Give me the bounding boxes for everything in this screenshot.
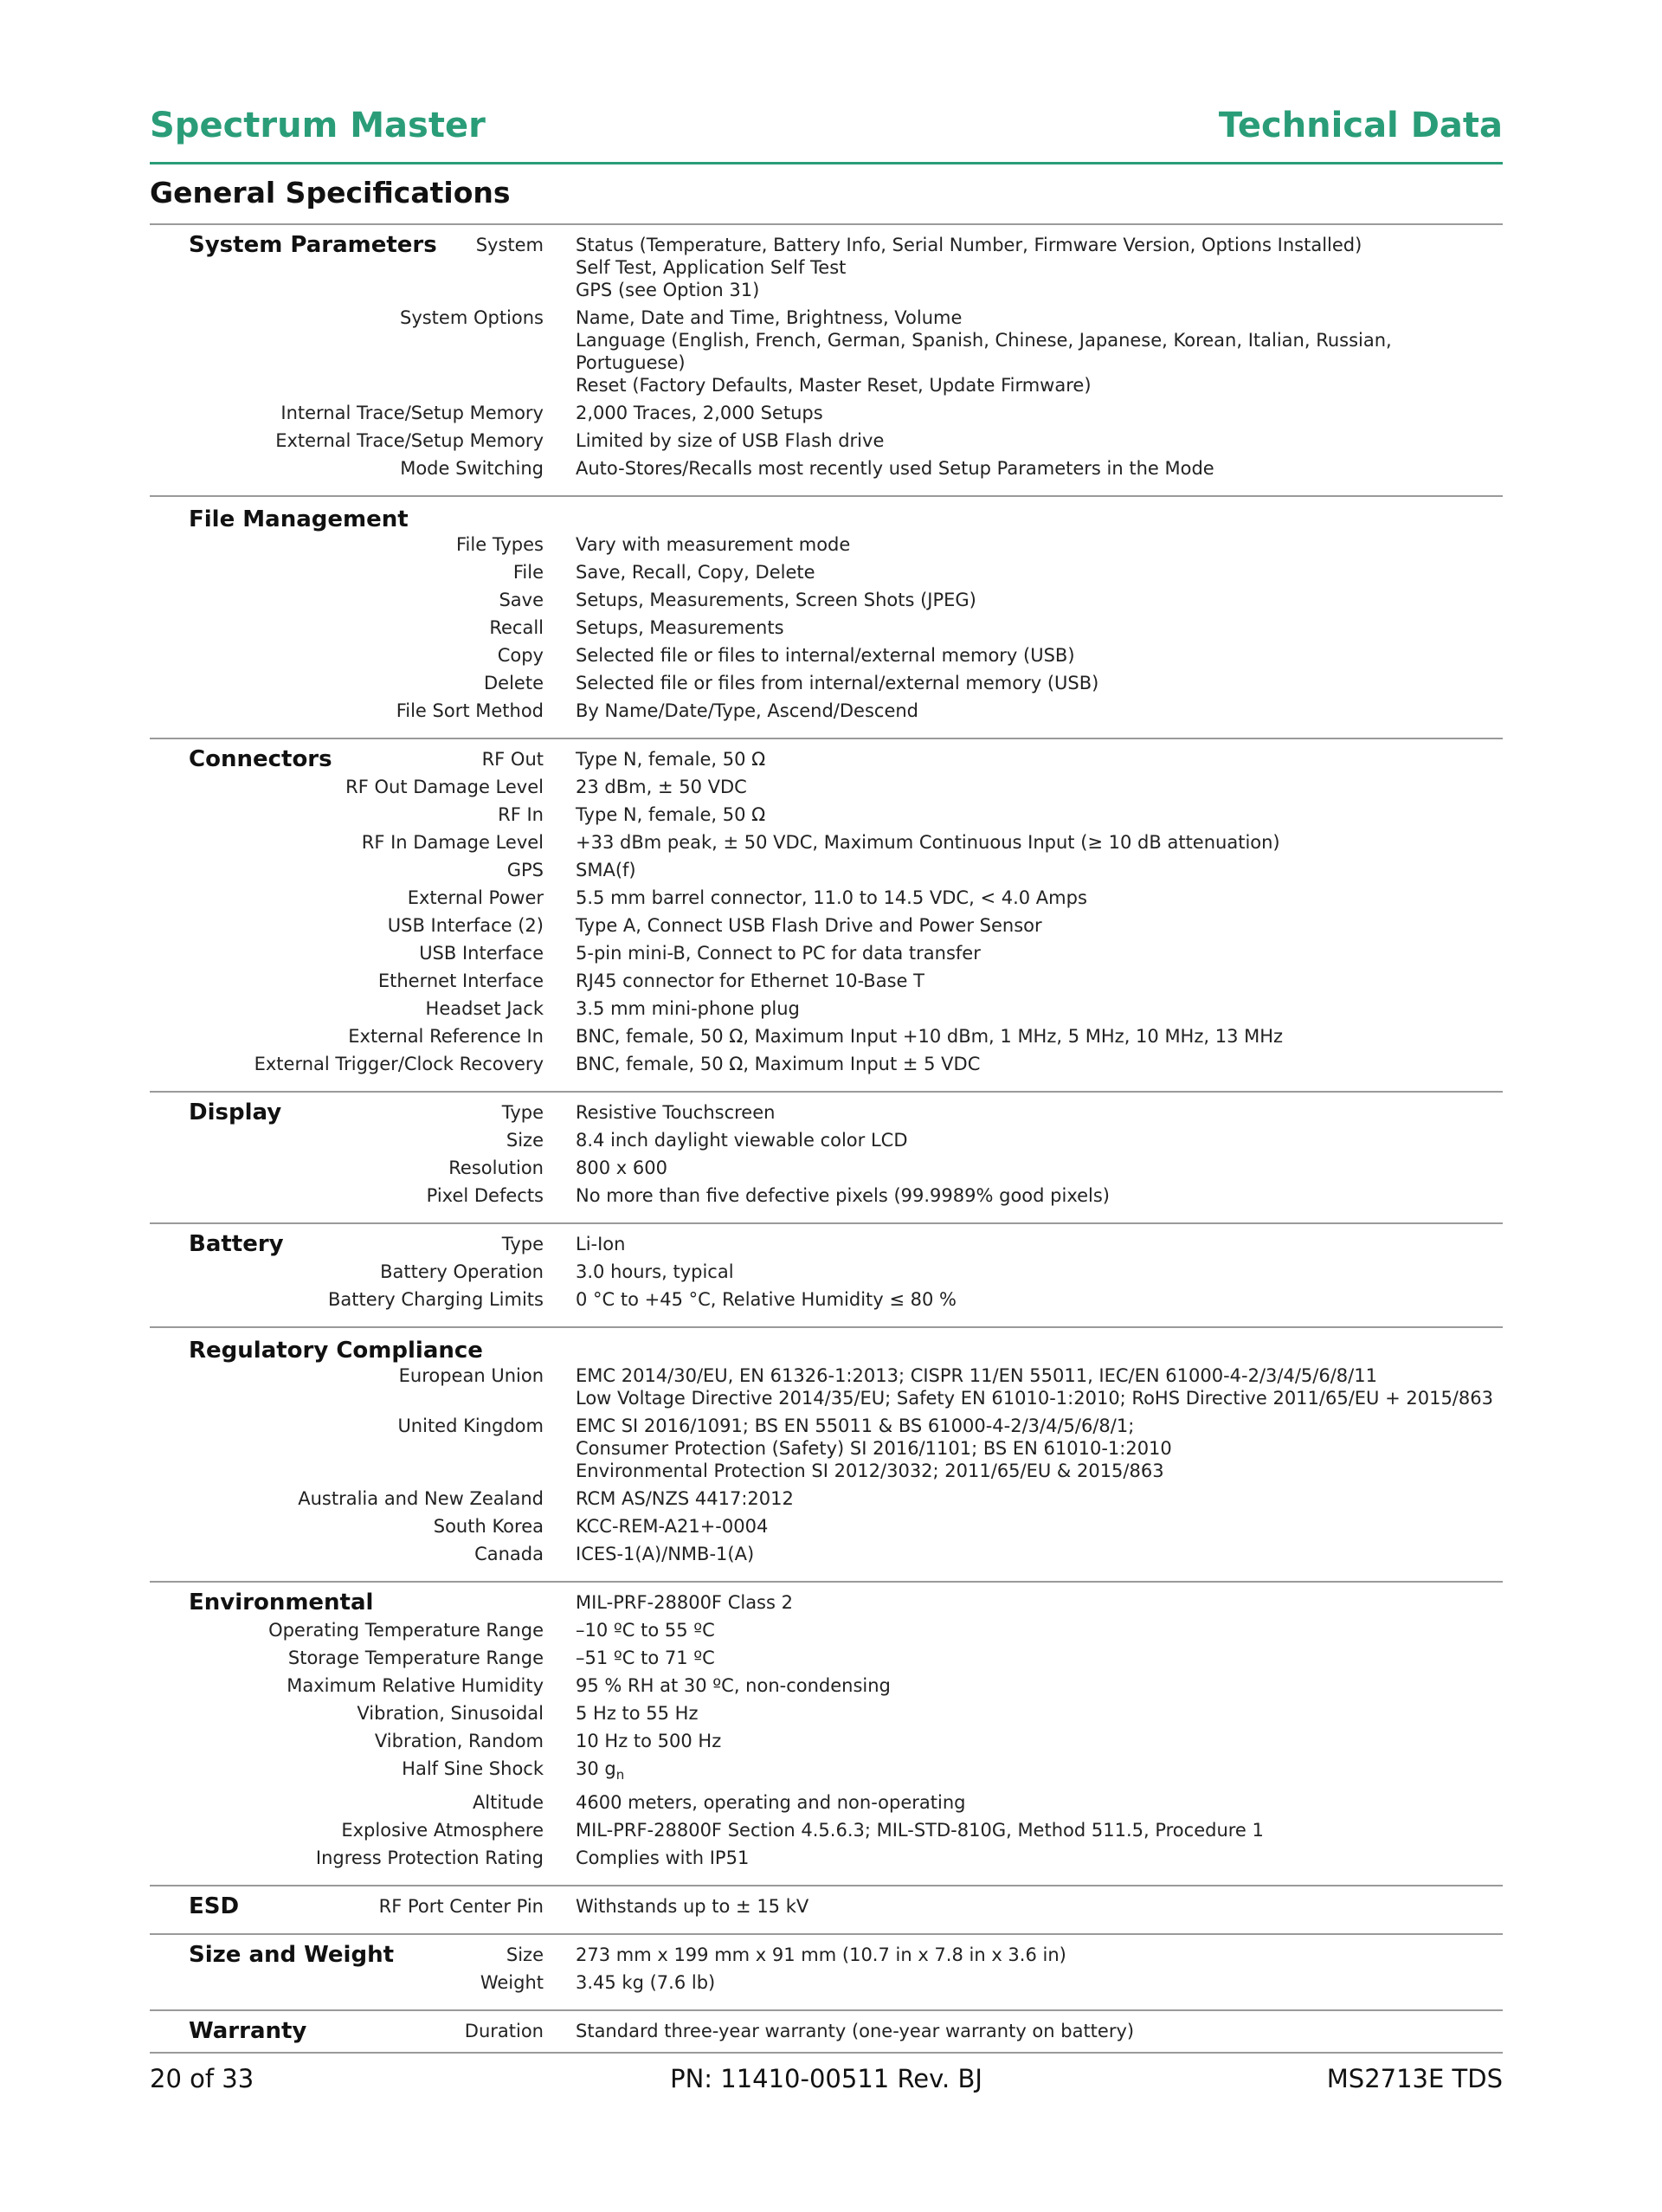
- spec-value-text: 3.5 mm mini-phone plug: [576, 998, 800, 1019]
- spec-value-line: [576, 1515, 1502, 1538]
- spec-row: [150, 1791, 1503, 1814]
- spec-value-text: MIL-PRF-28800F Class 2: [576, 1592, 793, 1613]
- document-page: [150, 0, 1503, 2212]
- spec-value: [576, 2020, 1502, 2042]
- footer-part-number: PN: 11410-00511 Rev. BJ: [670, 2064, 982, 2093]
- spec-label: United Kingdom: [397, 1416, 544, 1436]
- spec-value-line: [576, 1460, 1502, 1482]
- spec-value-text: By Name/Date/Type, Ascend/Descend: [576, 700, 919, 721]
- spec-value: [576, 589, 1502, 611]
- spec-value: [576, 1515, 1502, 1538]
- spec-value-line: [576, 1971, 1502, 1994]
- spec-value-text: Resistive Touchscreen: [576, 1102, 776, 1123]
- spec-value-line: [576, 374, 1502, 397]
- spec-value-line: [576, 1647, 1502, 1669]
- spec-value: [576, 1261, 1502, 1283]
- spec-row: [150, 306, 1503, 397]
- spec-row: [150, 1157, 1503, 1179]
- spec-value-text: 8.4 inch daylight viewable color LCD: [576, 1130, 908, 1151]
- spec-row: [150, 748, 1503, 771]
- spec-value-line: [576, 402, 1502, 424]
- spec-row: [150, 1543, 1503, 1565]
- spec-row: [150, 997, 1503, 1020]
- spec-value: [576, 1819, 1502, 1841]
- spec-row: [150, 1702, 1503, 1725]
- spec-value: [576, 1025, 1502, 1048]
- spec-value-line: [576, 1702, 1502, 1725]
- spec-value-text: +33 dBm peak, ± 50 VDC, Maximum Continuous Input (≥ 10 dB attenuation): [576, 832, 1280, 853]
- spec-value-line: [576, 1437, 1502, 1460]
- spec-value-text: Limited by size of USB Flash drive: [576, 430, 885, 451]
- spec-value-text: Reset (Factory Defaults, Master Reset, Update Firmware): [576, 375, 1092, 396]
- spec-value-line: [576, 887, 1502, 909]
- spec-label: RF Port Center Pin: [378, 1896, 544, 1918]
- section-title: File Management: [189, 506, 409, 532]
- spec-row: [150, 1847, 1503, 1869]
- section-title: Connectors: [189, 746, 332, 772]
- spec-value-text: Vary with measurement mode: [576, 534, 851, 555]
- spec-value: [576, 1895, 1502, 1918]
- spec-value: [576, 457, 1502, 480]
- spec-label: RF In Damage Level: [361, 832, 544, 853]
- spec-value: [576, 1053, 1502, 1075]
- spec-value-line: [576, 1847, 1502, 1869]
- section-title: System Parameters: [189, 232, 437, 258]
- spec-value-line: [576, 1184, 1502, 1207]
- spec-value: [576, 234, 1502, 301]
- section-title: Warranty: [189, 2018, 307, 2045]
- spec-value-text: KCC-REM-A21+-0004: [576, 1516, 769, 1537]
- spec-row: [150, 1895, 1503, 1918]
- spec-value: [576, 831, 1502, 854]
- spec-value: [576, 672, 1502, 694]
- spec-value-line: [576, 234, 1502, 256]
- spec-value: [576, 748, 1502, 771]
- spec-value-line: [576, 776, 1502, 798]
- spec-row: [150, 859, 1503, 881]
- spec-value-line: [576, 831, 1502, 854]
- spec-value: [576, 700, 1502, 722]
- spec-value-text: RCM AS/NZS 4417:2012: [576, 1488, 794, 1509]
- spec-row: [150, 1025, 1503, 1048]
- spec-value-text: Language (English, French, German, Spanish, Chinese, Japanese, Korean, Italian, Russian, Portuguese): [576, 330, 1392, 373]
- spec-value-text: 2,000 Traces, 2,000 Setups: [576, 403, 823, 423]
- spec-value-line: [576, 942, 1502, 964]
- spec-value-line: [576, 700, 1502, 722]
- spec-label: Delete: [484, 673, 544, 693]
- spec-value-line: [576, 457, 1502, 480]
- spec-value: [576, 1184, 1502, 1207]
- spec-label: Type: [501, 1234, 544, 1254]
- spec-label: Copy: [497, 645, 544, 666]
- spec-row: [150, 1415, 1503, 1482]
- spec-section: [150, 1326, 1503, 1581]
- section-title: Size and Weight: [189, 1942, 395, 1969]
- spec-label: External Trigger/Clock Recovery: [254, 1054, 544, 1074]
- spec-label: Vibration, Sinusoidal: [357, 1703, 544, 1724]
- spec-section: [150, 1581, 1503, 1885]
- spec-value-text: 273 mm x 199 mm x 91 mm (10.7 in x 7.8 in x 3.6 in): [576, 1944, 1066, 1966]
- spec-value-subscript: n: [615, 1767, 625, 1783]
- spec-value-text: Status (Temperature, Battery Info, Serial Number, Firmware Version, Options Installed): [576, 235, 1362, 255]
- spec-section: [150, 1222, 1503, 1326]
- spec-row: [150, 402, 1503, 424]
- spec-label: Storage Temperature Range: [287, 1648, 544, 1668]
- spec-section: [150, 1091, 1503, 1222]
- spec-value: [576, 402, 1502, 424]
- spec-value-line: [576, 1261, 1502, 1283]
- spec-value-line: [576, 329, 1502, 374]
- spec-value-line: [576, 1101, 1502, 1124]
- spec-row: [150, 803, 1503, 826]
- spec-label: Explosive Atmosphere: [341, 1820, 544, 1841]
- spec-value: [576, 942, 1502, 964]
- spec-value-line: [576, 672, 1502, 694]
- spec-value-line: [576, 2020, 1502, 2042]
- spec-value-line: [576, 1944, 1502, 1966]
- spec-label: Canada: [474, 1544, 544, 1564]
- spec-value-line: [576, 1157, 1502, 1179]
- spec-value: [576, 1543, 1502, 1565]
- footer-page-number: 20 of 33: [150, 2064, 254, 2093]
- spec-label: Resolution: [448, 1158, 544, 1178]
- spec-section: [150, 223, 1503, 495]
- spec-value: [576, 1288, 1502, 1311]
- spec-value-line: [576, 997, 1502, 1020]
- spec-value-text: EMC SI 2016/1091; BS EN 55011 & BS 61000-4-2/3/4/5/6/8/1;: [576, 1416, 1135, 1436]
- page-title: General Specifications: [150, 176, 511, 210]
- spec-label: Size: [506, 1944, 544, 1966]
- spec-value-line: [576, 1730, 1502, 1752]
- spec-label: External Reference In: [348, 1026, 544, 1047]
- spec-row: [150, 616, 1503, 639]
- spec-value-line: [576, 1591, 1502, 1614]
- spec-value-line: [576, 1895, 1502, 1918]
- spec-section: [150, 738, 1503, 1091]
- section-title: Environmental: [189, 1590, 374, 1615]
- spec-value-text: Li-Ion: [576, 1234, 626, 1254]
- spec-row: [150, 1674, 1503, 1697]
- spec-value: [576, 887, 1502, 909]
- spec-label: RF Out Damage Level: [345, 777, 544, 797]
- spec-value-line: [576, 1757, 1502, 1786]
- spec-label: Size: [506, 1130, 544, 1151]
- spec-label: Vibration, Random: [374, 1731, 544, 1751]
- page-footer: [150, 2052, 1503, 2095]
- spec-value: [576, 803, 1502, 826]
- spec-value-text: 3.0 hours, typical: [576, 1261, 734, 1282]
- spec-label: South Korea: [433, 1516, 544, 1537]
- spec-label: Mode Switching: [400, 458, 544, 479]
- spec-value-line: [576, 1543, 1502, 1565]
- spec-value-text: GPS (see Option 31): [576, 280, 760, 300]
- spec-value: [576, 1487, 1502, 1510]
- spec-label: Recall: [489, 617, 544, 638]
- spec-row: [150, 1647, 1503, 1669]
- spec-value: [576, 1674, 1502, 1697]
- spec-section: [150, 495, 1503, 738]
- spec-value-line: [576, 803, 1502, 826]
- spec-value-text: Consumer Protection (Safety) SI 2016/1101; BS EN 61010-1:2010: [576, 1438, 1172, 1459]
- spec-row: [150, 1288, 1503, 1311]
- spec-row: [150, 1101, 1503, 1124]
- spec-value-text: 800 x 600: [576, 1158, 667, 1178]
- spec-row: [150, 1487, 1503, 1510]
- spec-value-text: RJ45 connector for Ethernet 10-Base T: [576, 971, 924, 991]
- spec-label: European Union: [398, 1365, 544, 1386]
- spec-value-text: Auto-Stores/Recalls most recently used Setup Parameters in the Mode: [576, 458, 1214, 479]
- spec-value-text: 30 g: [576, 1758, 616, 1779]
- spec-row: [150, 1730, 1503, 1752]
- spec-section: [150, 1933, 1503, 2009]
- spec-label: Battery Operation: [380, 1261, 544, 1282]
- spec-label: Battery Charging Limits: [328, 1289, 544, 1310]
- spec-value: [576, 970, 1502, 992]
- spec-value-text: –10 ºC to 55 ºC: [576, 1620, 715, 1641]
- spec-value-text: Type N, female, 50 Ω: [576, 804, 766, 825]
- spec-value-text: Setups, Measurements, Screen Shots (JPEG): [576, 590, 976, 610]
- spec-value-text: BNC, female, 50 Ω, Maximum Input ± 5 VDC: [576, 1054, 981, 1074]
- spec-label: Ingress Protection Rating: [315, 1848, 544, 1869]
- spec-row: [150, 429, 1503, 452]
- spec-value-text: –51 ºC to 71 ºC: [576, 1648, 715, 1668]
- spec-value-line: [576, 1288, 1502, 1311]
- spec-value-text: Setups, Measurements: [576, 617, 784, 638]
- spec-value: [576, 776, 1502, 798]
- spec-section: [150, 1885, 1503, 1933]
- spec-row: [150, 1364, 1503, 1409]
- spec-label: File Sort Method: [396, 700, 544, 721]
- spec-value: [576, 997, 1502, 1020]
- spec-value-line: [576, 1129, 1502, 1151]
- spec-row: [150, 1261, 1503, 1283]
- spec-row: [150, 644, 1503, 667]
- spec-value-line: [576, 1791, 1502, 1814]
- spec-value: [576, 1944, 1502, 1966]
- spec-label: Pixel Defects: [426, 1185, 544, 1206]
- spec-row: [150, 1515, 1503, 1538]
- spec-value: [576, 859, 1502, 881]
- spec-row: [150, 1619, 1503, 1641]
- spec-value: [576, 1619, 1502, 1641]
- spec-value-line: [576, 748, 1502, 771]
- spec-value: [576, 1730, 1502, 1752]
- spec-value: [576, 1702, 1502, 1725]
- spec-value-line: [576, 1387, 1502, 1409]
- spec-label: Maximum Relative Humidity: [287, 1675, 544, 1696]
- spec-table: [150, 223, 1503, 2058]
- spec-row: [150, 700, 1503, 722]
- section-title: ESD: [189, 1893, 240, 1920]
- spec-value-text: Complies with IP51: [576, 1848, 750, 1869]
- section-title: Regulatory Compliance: [189, 1338, 483, 1364]
- spec-label: Half Sine Shock: [402, 1758, 544, 1779]
- spec-label: File: [512, 562, 544, 583]
- spec-row: [150, 942, 1503, 964]
- spec-label: System: [475, 235, 544, 255]
- spec-label: Type: [501, 1102, 544, 1123]
- spec-label: Internal Trace/Setup Memory: [280, 403, 544, 423]
- spec-value: [576, 1101, 1502, 1124]
- spec-label: GPS: [506, 860, 544, 880]
- spec-value: [576, 561, 1502, 584]
- spec-label: USB Interface (2): [387, 915, 544, 936]
- spec-label: Australia and New Zealand: [298, 1488, 544, 1509]
- spec-value-line: [576, 1025, 1502, 1048]
- section-title: Display: [189, 1100, 282, 1125]
- spec-value-text: MIL-PRF-28800F Section 4.5.6.3; MIL-STD-810G, Method 511.5, Procedure 1: [576, 1820, 1264, 1841]
- spec-label: Save: [499, 590, 544, 610]
- footer-doc-id: MS2713E TDS: [1326, 2064, 1503, 2093]
- spec-value-text: 10 Hz to 500 Hz: [576, 1731, 722, 1751]
- spec-value-text: Name, Date and Time, Brightness, Volume: [576, 307, 963, 328]
- spec-value: [576, 1791, 1502, 1814]
- spec-value-text: BNC, female, 50 Ω, Maximum Input +10 dBm, 1 MHz, 5 MHz, 10 MHz, 13 MHz: [576, 1026, 1284, 1047]
- spec-label: External Power: [407, 887, 544, 908]
- page-header: [150, 102, 1503, 164]
- spec-value-text: No more than five defective pixels (99.9989% good pixels): [576, 1185, 1110, 1206]
- spec-value-text: 5.5 mm barrel connector, 11.0 to 14.5 VDC, < 4.0 Amps: [576, 887, 1087, 908]
- spec-value-text: Type N, female, 50 Ω: [576, 749, 766, 770]
- spec-row: [150, 831, 1503, 854]
- spec-value-line: [576, 561, 1502, 584]
- spec-value-text: EMC 2014/30/EU, EN 61326-1:2013; CISPR 11/EN 55011, IEC/EN 61000-4-2/3/4/5/6/8/11: [576, 1365, 1377, 1386]
- spec-section: [150, 2009, 1503, 2058]
- spec-value-text: 5 Hz to 55 Hz: [576, 1703, 699, 1724]
- spec-label: USB Interface: [419, 943, 544, 964]
- spec-value-text: 3.45 kg (7.6 lb): [576, 1972, 716, 1994]
- spec-value-text: Self Test, Application Self Test: [576, 257, 847, 278]
- spec-value: [576, 306, 1502, 397]
- spec-value-line: [576, 970, 1502, 992]
- spec-value: [576, 1157, 1502, 1179]
- spec-label: System Options: [399, 307, 544, 328]
- spec-row: [150, 1757, 1503, 1786]
- spec-value-text: Standard three-year warranty (one-year warranty on battery): [576, 2021, 1135, 2042]
- spec-value-line: [576, 616, 1502, 639]
- spec-value-text: 0 °C to +45 °C, Relative Humidity ≤ 80 %: [576, 1289, 957, 1310]
- spec-value: [576, 644, 1502, 667]
- spec-value-text: Type A, Connect USB Flash Drive and Power Sensor: [576, 915, 1042, 936]
- spec-value: [576, 1129, 1502, 1151]
- spec-row: [150, 589, 1503, 611]
- spec-value: [576, 1415, 1502, 1482]
- spec-label: File Types: [456, 534, 544, 555]
- spec-label: Headset Jack: [425, 998, 544, 1019]
- spec-row: [150, 1184, 1503, 1207]
- spec-label: Duration: [464, 2021, 544, 2042]
- spec-label: Altitude: [472, 1792, 544, 1814]
- spec-row: [150, 672, 1503, 694]
- spec-value-text: Low Voltage Directive 2014/35/EU; Safety EN 61010-1:2010; RoHS Directive 2011/65/EU + 2015/863: [576, 1388, 1493, 1409]
- spec-value-line: [576, 859, 1502, 881]
- spec-value: [576, 533, 1502, 556]
- spec-value-line: [576, 306, 1502, 329]
- spec-value: [576, 1233, 1502, 1255]
- spec-value: [576, 616, 1502, 639]
- spec-value-text: Selected file or files to internal/external memory (USB): [576, 645, 1075, 666]
- spec-value-line: [576, 1415, 1502, 1437]
- spec-value: [576, 1647, 1502, 1669]
- spec-label: RF Out: [481, 749, 544, 770]
- spec-value: [576, 1971, 1502, 1994]
- spec-value-line: [576, 533, 1502, 556]
- spec-value-text: ICES-1(A)/NMB-1(A): [576, 1544, 755, 1564]
- spec-value-line: [576, 1619, 1502, 1641]
- spec-value-line: [576, 1364, 1502, 1387]
- header-doc-type: Technical Data: [1218, 106, 1503, 145]
- spec-value-line: [576, 256, 1502, 279]
- spec-value-text: Environmental Protection SI 2012/3032; 2011/65/EU & 2015/863: [576, 1461, 1164, 1481]
- spec-value: [576, 1591, 1502, 1614]
- spec-row: [150, 533, 1503, 556]
- spec-row: [150, 1819, 1503, 1841]
- spec-value-text: Selected file or files from internal/external memory (USB): [576, 673, 1099, 693]
- spec-value: [576, 1757, 1502, 1786]
- spec-row: [150, 1053, 1503, 1075]
- spec-value-text: 23 dBm, ± 50 VDC: [576, 777, 747, 797]
- spec-value-line: [576, 1233, 1502, 1255]
- header-product-name: Spectrum Master: [150, 106, 486, 145]
- spec-row: [150, 457, 1503, 480]
- spec-row: [150, 887, 1503, 909]
- spec-value-text: Save, Recall, Copy, Delete: [576, 562, 815, 583]
- spec-row: [150, 2018, 1503, 2045]
- spec-value-line: [576, 1819, 1502, 1841]
- spec-value-text: Withstands up to ± 15 kV: [576, 1896, 809, 1918]
- spec-value-text: 95 % RH at 30 ºC, non-condensing: [576, 1675, 891, 1696]
- spec-value-text: 5-pin mini-B, Connect to PC for data transfer: [576, 943, 981, 964]
- spec-row: [150, 970, 1503, 992]
- spec-value: [576, 1364, 1502, 1409]
- spec-value-line: [576, 589, 1502, 611]
- spec-row: [150, 1233, 1503, 1255]
- spec-value: [576, 1847, 1502, 1869]
- spec-row: [150, 776, 1503, 798]
- spec-value-line: [576, 1487, 1502, 1510]
- spec-value: [576, 914, 1502, 937]
- spec-value-line: [576, 429, 1502, 452]
- spec-value-line: [576, 644, 1502, 667]
- spec-label: Weight: [480, 1972, 544, 1994]
- spec-value: [576, 429, 1502, 452]
- spec-value-text: SMA(f): [576, 860, 636, 880]
- spec-label: External Trace/Setup Memory: [275, 430, 544, 451]
- spec-value-line: [576, 279, 1502, 301]
- spec-row: [150, 1129, 1503, 1151]
- spec-value-text: 4600 meters, operating and non-operating: [576, 1792, 966, 1814]
- spec-value-line: [576, 1053, 1502, 1075]
- spec-label: Ethernet Interface: [377, 971, 544, 991]
- spec-row: [150, 561, 1503, 584]
- spec-label: Operating Temperature Range: [268, 1620, 544, 1641]
- section-title: Battery: [189, 1231, 284, 1257]
- spec-value-line: [576, 1674, 1502, 1697]
- spec-row: [150, 914, 1503, 937]
- spec-row: [150, 1971, 1503, 1994]
- spec-label: RF In: [498, 804, 544, 825]
- spec-value-line: [576, 914, 1502, 937]
